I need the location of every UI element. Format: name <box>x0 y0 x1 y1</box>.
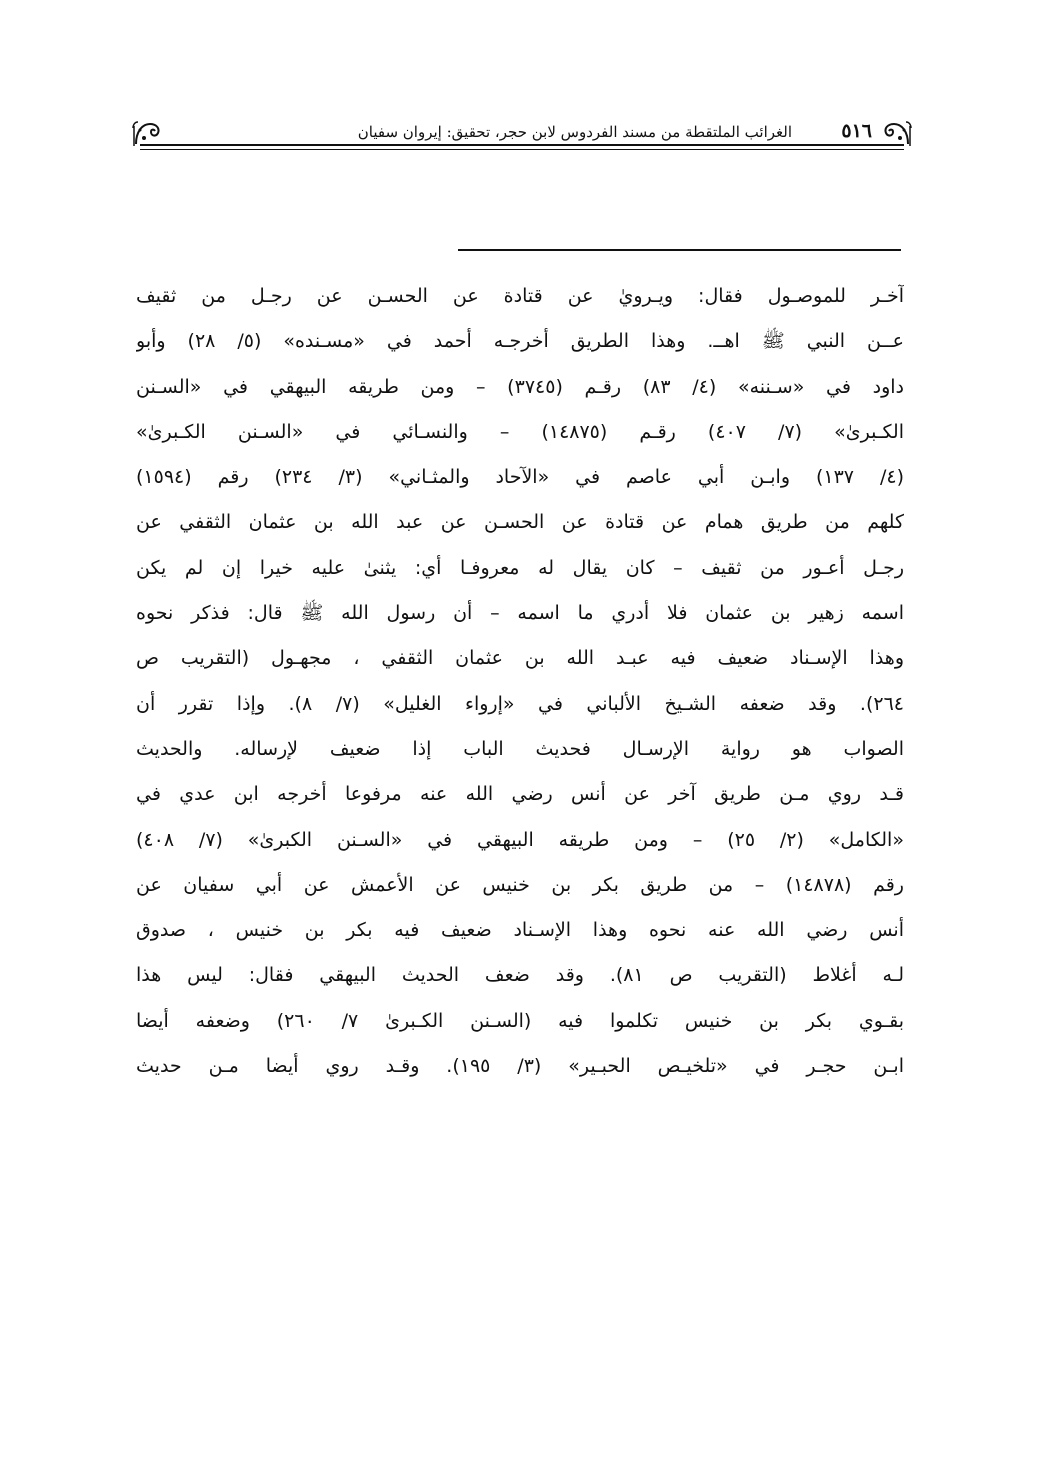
running-title: الغرائب الملتقطة من مسند الفردوس لابن حجر، تحقيق: إيروان سفيان <box>357 123 792 141</box>
text-line: «الكامل» (٢/ ٢٥) – ومن طريقه البيهقي في «السـنن الكبرىٰ» (٧/ ٤٠٨) <box>136 828 904 851</box>
text-line: أنس رضي الله عنه نحوه وهذا الإسـناد ضعيف فيه بكر بن خنيس ، صدوق <box>136 919 904 942</box>
text-line: رقم (١٤٨٧٨) – من طريق بكر بن خنيس عن الأعمش عن أبي سفيان عن <box>136 873 904 896</box>
text-line: قـد روي مـن طريق آخر عن أنس رضي الله عنه مرفوعا أخرجه ابن عدي في <box>136 783 904 806</box>
text-line: الصواب هو رواية الإرسـال فحديث الباب إذا ضعيف لإرساله. والحديث <box>136 737 904 760</box>
text-line: كلهم من طريق همام عن قتادة عن الحسـن عن عبد الله بن عثمان الثقفي عن <box>136 511 904 534</box>
text-line: آخـر للموصـول فقال: ويـرويٰ عن قتادة عن الحسـن عن رجـل من ثقيف <box>136 285 904 307</box>
footnote-body <box>136 274 904 1089</box>
text-line: داود في «سـننه» (٤/ ٨٣) رقـم (٣٧٤٥) – ومن طريقه البيهقي في «السـنن <box>136 375 904 398</box>
text-line: عــن النبي ﷺ اهــ. وهذا الطريق أخرجـه أحمد في «مسـنده» (٥/ ٢٨) وأبو <box>136 330 904 353</box>
text-line: الكـبرىٰ» (٧/ ٤٠٧) رقـم (١٤٨٧٥) – والنسـائي في «السـنن الكـبرىٰ» <box>136 420 904 443</box>
text-line: ابـن حجـر في «تلخيـص الحبـير» (٣/ ١٩٥). وقـد روي أيضا مـن حديث <box>136 1055 904 1078</box>
text-line: وهذا الإسـناد ضعيف فيه عبـد الله بن عثمان الثقفي ، مجهـول (التقريب ص <box>136 647 904 670</box>
text-line: لـه أغلاط (التقريب ص ٨١). وقد ضعف الحديث البيهقي فقال: ليس هذا <box>136 964 904 987</box>
header-rule <box>140 144 904 146</box>
text-line: (٤/ ١٣٧) وابـن أبي عاصم في «الآحاد والمثـاني» (٣/ ٢٣٤) رقم (١٥٩٤) <box>136 466 904 489</box>
text-line: رجـل أعـور من ثقيف – كان يقال له معروفـا أي: يثنىٰ عليه خيرا إن لم يكن <box>136 556 904 579</box>
text-line: ٢٦٤). وقد ضعفه الشـيخ الألباني في «إرواء الغليل» (٧/ ٨). وإذا تقرر أن <box>136 692 904 715</box>
page-number: ٥١٦ <box>841 120 872 142</box>
header-rule-thin <box>140 149 904 150</box>
page-header <box>132 104 912 154</box>
footnote-separator-rule <box>458 249 901 251</box>
text-line: اسمه زهير بن عثمان فلا أدري ما اسمه – أن رسول الله ﷺ قال: فذكر نحوه <box>136 602 904 625</box>
text-line: بقـوي بكر بن خنيس تكلموا فيه (السـنن الكـبرىٰ ٧/ ٢٦٠) وضعفه أيضا <box>136 1009 904 1032</box>
